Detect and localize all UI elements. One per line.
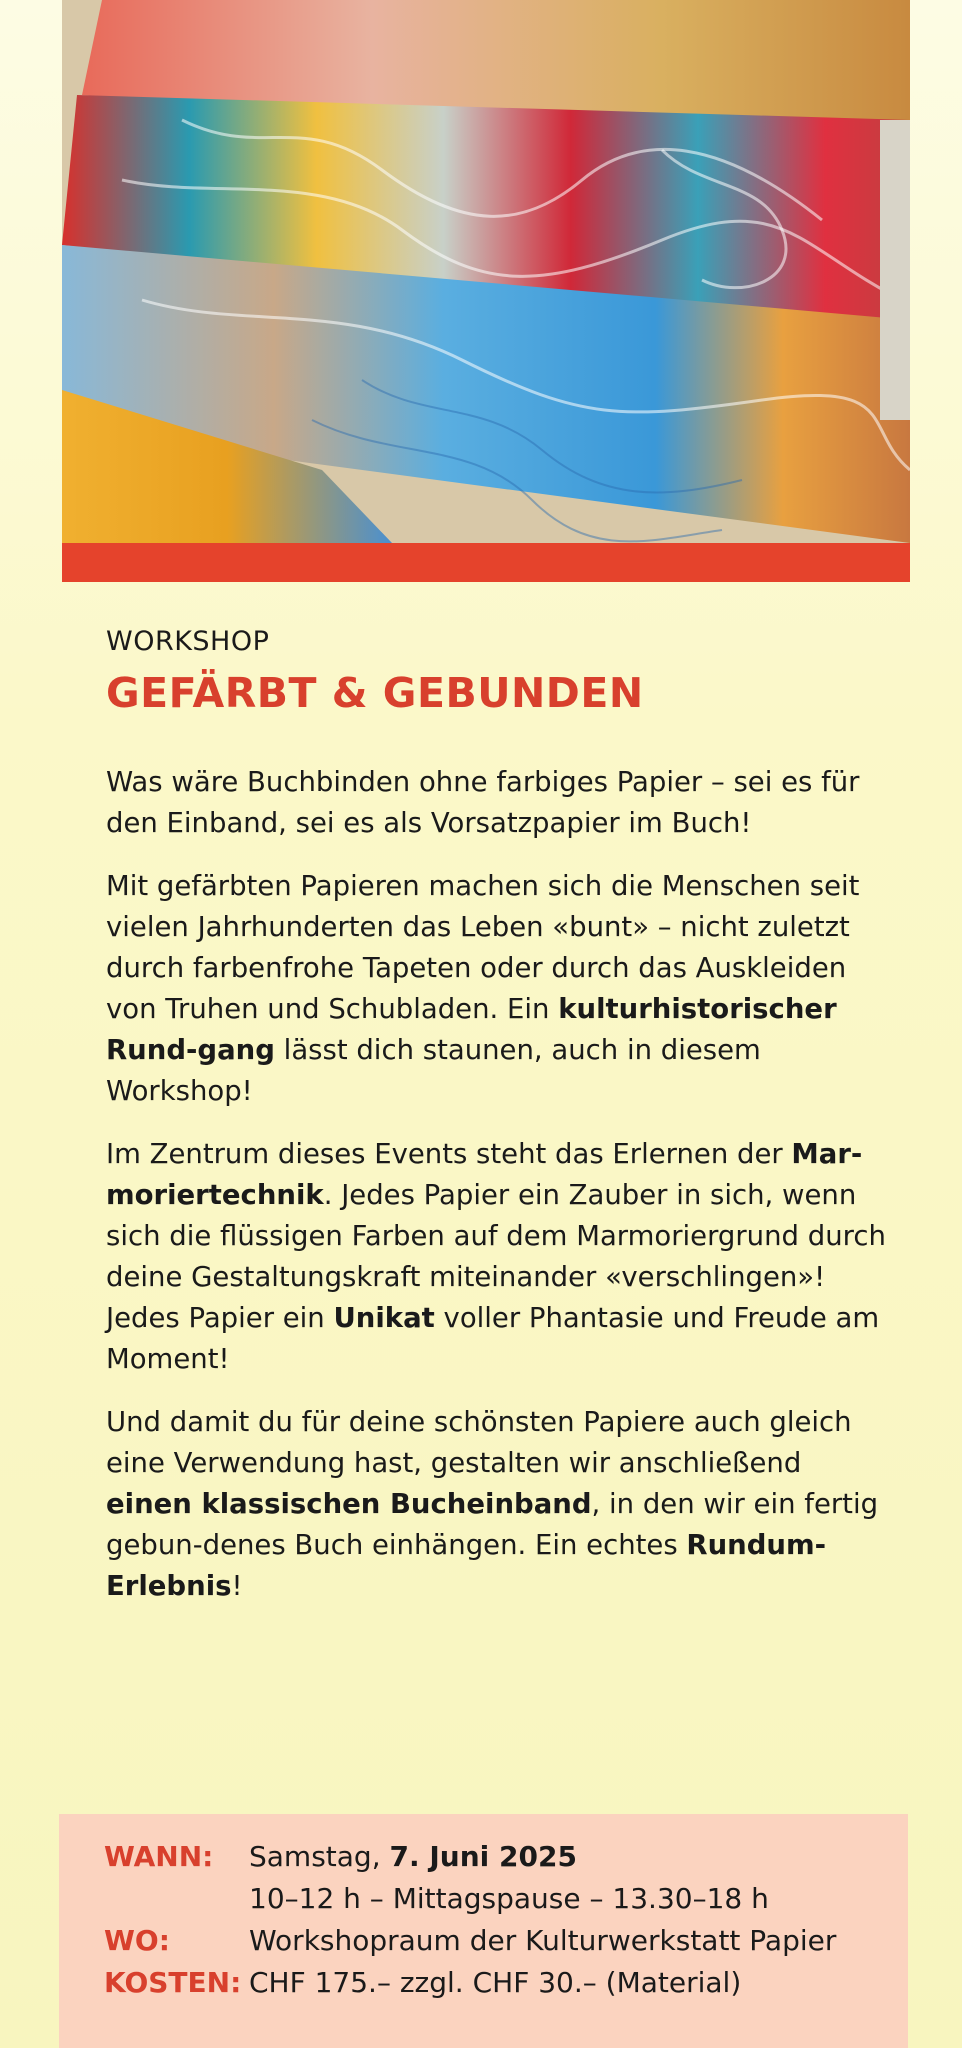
info-row-when [104,1836,836,1878]
marbled-paper-illustration [62,0,910,543]
info-box [59,1814,908,2048]
p1-text: Was wäre Buchbinden ohne farbiges Papier – sei es für den Einband, sei es als Vorsatzpapier im Buch! [106,766,860,839]
p3-bold-1: Mar-moriertechnik [106,1138,863,1211]
p4-bold-2: Rundum-Erlebnis [106,1529,827,1602]
paragraph-2 [106,866,886,1112]
p4-text-1: Und damit du für deine schönsten Papiere auch gleich eine Verwendung hast, gestalten wir anschließend [106,1406,852,1479]
article [106,622,886,1629]
info-table [104,1836,836,2004]
p3-text-2: . Jedes Papier ein Zauber in sich, wenn sich die flüssigen Farben auf dem Marmoriergrund durch deine Gestaltungskraft miteinander «verschlingen»! Jedes Papier ein [106,1179,886,1334]
page-title: GEFÄRBT & GEBUNDEN [106,669,644,717]
p2-text-1: Mit gefärbten Papieren machen sich die Menschen seit vielen Jahrhunderten das Leben «bunt» – nicht zuletzt durch farbenfrohe Tapeten oder durch das Auskleiden von Truhen und Schubladen. Ein [106,870,860,1025]
p4-text-3: ! [231,1570,243,1602]
where-label: WO: [104,1924,170,1957]
paragraph-1 [106,762,886,844]
when-date: 7. Juni 2025 [389,1840,577,1873]
info-row-cost [104,1962,836,2004]
p3-text-3: voller Phantasie und Freude am Moment! [106,1302,880,1375]
p3-bold-2: Unikat [333,1302,435,1334]
kicker-label: WORKSHOP [106,626,270,657]
cost-label: KOSTEN: [104,1966,242,1999]
info-row-where [104,1920,836,1962]
p4-bold-1: einen klassischen Bucheinband [106,1488,592,1520]
info-row-time [104,1878,836,1920]
when-day: Samstag, [249,1840,390,1873]
time-label-spacer [104,1878,249,1920]
where-value: Workshopraum der Kulturwerkstatt Papier [249,1924,837,1957]
p2-text-2: lässt dich staunen, auch in diesem Workshop! [106,1034,761,1107]
when-label: WANN: [104,1840,214,1873]
p3-text-1: Im Zentrum dieses Events steht das Erlernen der [106,1138,792,1170]
p2-bold-1: kulturhistorischer Rund-gang [106,993,837,1066]
when-value [249,1836,577,1878]
when-time: 10–12 h – Mittagspause – 13.30–18 h [249,1882,769,1915]
hero-image [62,0,910,543]
paragraph-3 [106,1134,886,1380]
p4-text-2: , in den wir ein fertig gebun-denes Buch einhängen. Ein echtes [106,1488,879,1561]
red-divider-bar [62,543,910,582]
paragraph-4 [106,1402,886,1607]
cost-value: CHF 175.– zzgl. CHF 30.– (Material) [249,1966,742,1999]
